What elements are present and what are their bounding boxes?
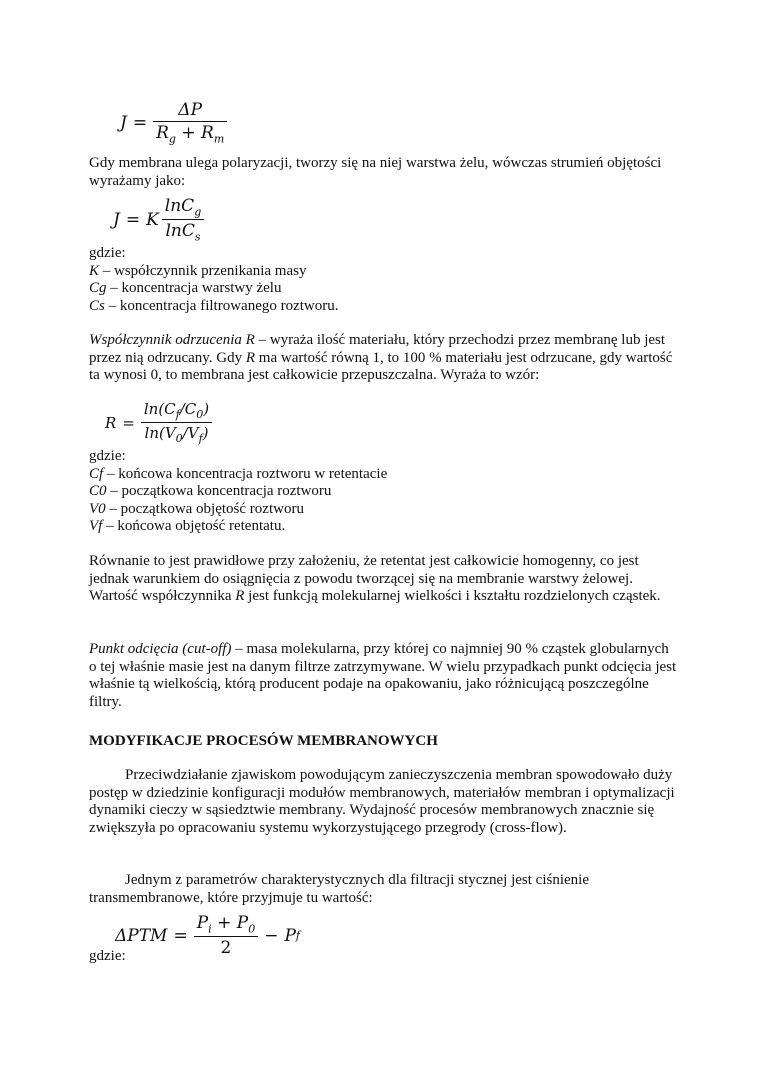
formula-rejection: R = $\frac{\ln(C_f/C_0)}{\ln(V_0/V_f)}$ bbox=[105, 400, 212, 445]
gdzie-label-final: gdzie: bbox=[89, 948, 126, 964]
definition-vf: Vf – końcowa objętość retentatu. bbox=[89, 518, 286, 534]
formula-transmembrane-pressure: ΔPTM = $\frac{P_i + P_0}{2}$ − P f bbox=[115, 913, 300, 959]
section-heading: MODYFIKACJE PROCESÓW MEMBRANOWYCH bbox=[89, 733, 438, 749]
paragraph-tmp: Jednym z parametrów charakterystycznych dla filtracji stycznej jest ciśnienie transmembranowe, które przyjmuje tu wartość: bbox=[89, 872, 589, 906]
definition-k: K – współczynnik przenikania masy bbox=[89, 262, 307, 279]
definition-cs: Cs – koncentracja filtrowanego roztworu. bbox=[89, 297, 339, 314]
paragraph-equation-validity: Równanie to jest prawidłowe przy założeniu, że retentat jest całkowicie homogenny, co jest jednak warunkiem do osiągnięcia z powodu tworzącej się na membranie warstwy żelowej. Wartość współczynnika R jest funkcją molekularnej wielkości i kształtu rozdzielonych cząstek. bbox=[89, 553, 661, 604]
definition-cf: Cf – końcowa koncentracja roztworu w retentacie bbox=[89, 465, 388, 482]
paragraph-cutoff: Punkt odcięcia (cut-off) – masa molekularna, przy której co najmniej 90 % cząstek globularnych o tej właśnie masie jest na danym filtrze zatrzymywane. W wielu przypadkach punkt odcięcia jest właśnie tą wielkością, którą producent podaje na opakowaniu, jako różnicującą poszczególne filtry. bbox=[89, 641, 677, 710]
definition-cg: Cg – koncentracja warstwy żelu bbox=[89, 280, 282, 296]
paragraph-rejection: Współczynnik odrzucenia R – wyraża ilość materiału, który przechodzi przez membranę lub jest przez nią odrzucany. Gdy R ma wartość równą 1, to 100 % materiału jest odrzucane, gdy wartość ta wynosi 0, to membrana jest całkowicie przepuszczalna. Wyraża to wzór: bbox=[89, 332, 673, 383]
paragraph-counteract: Przeciwdziałanie zjawiskom powodującym zanieczyszczenia membran spowodowało duży postęp w dziedzinie konfiguracji modułów membranowych, materiałów membran i optymalizacji dynamiki cieczy w sąsiedztwie membrany. Wydajność procesów membranowych znacznie się zwiększyła po opracowaniu systemu wykorzystującego przegrody (cross-flow). bbox=[89, 767, 675, 836]
definitions-block-1 bbox=[89, 245, 679, 315]
definition-v0: V0 – początkowa objętość roztworu bbox=[89, 500, 304, 517]
gdzie-label: gdzie: bbox=[89, 448, 126, 464]
formula-flux-basic: J = $\frac{\Delta P}{R_g + R_m}$ bbox=[120, 100, 227, 145]
definitions-block-2 bbox=[89, 448, 679, 536]
formula-flux-gel: J = K $\frac{\ln C_g}{\ln C_s}$ bbox=[113, 196, 204, 244]
gdzie-label: gdzie: bbox=[89, 245, 126, 261]
paragraph-polarization: Gdy membrana ulega polaryzacji, tworzy się na niej warstwa żelu, wówczas strumień objętości wyrażamy jako: bbox=[89, 155, 662, 189]
definition-c0: C0 – początkowa koncentracja roztworu bbox=[89, 483, 332, 499]
